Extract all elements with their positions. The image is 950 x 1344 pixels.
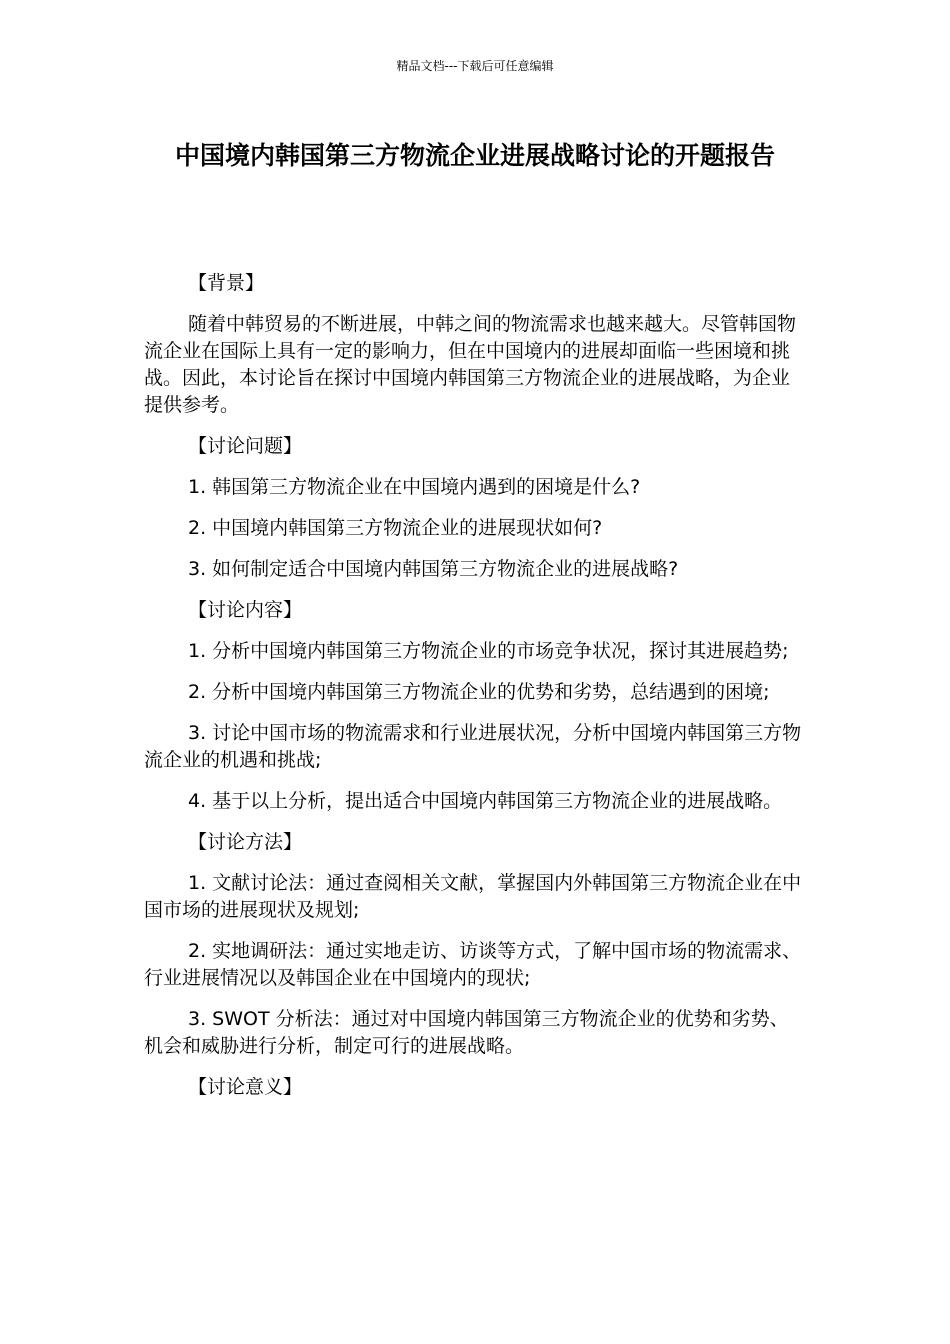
section-heading-background: 【背景】: [188, 272, 265, 294]
content-item-4: 4. 基于以上分析，提出适合中国境内韩国第三方物流企业的进展战略。: [188, 790, 783, 812]
question-item-3: 3. 如何制定适合中国境内韩国第三方物流企业的进展战略?: [188, 558, 679, 580]
section-heading-content: 【讨论内容】: [188, 599, 303, 621]
background-paragraph: 随着中韩贸易的不断进展，中韩之间的物流需求也越来越大。尽管韩国物流企业在国际上具有一定的影响力，但在中国境内的进展却面临一些困境和挑战。因此，本讨论旨在探讨中国境内韩国第三方物流企业的进展战略，为企业提供参考。: [144, 313, 797, 416]
content-item-1: 1. 分析中国境内韩国第三方物流企业的市场竞争状况，探讨其进展趋势;: [188, 640, 789, 662]
document-title: 中国境内韩国第三方物流企业进展战略讨论的开题报告: [174, 141, 775, 170]
section-heading-methods: 【讨论方法】: [188, 831, 303, 853]
question-item-1: 1. 韩国第三方物流企业在中国境内遇到的困境是什么?: [188, 476, 641, 498]
method-item-3: 3. SWOT 分析法：通过对中国境内韩国第三方物流企业的优势和劣势、机会和威胁进行分析，制定可行的进展战略。: [144, 1008, 789, 1057]
section-heading-questions: 【讨论问题】: [188, 435, 303, 457]
document-body: [144, 270, 804, 1115]
content-item-2: 2. 分析中国境内韩国第三方物流企业的优势和劣势，总结遇到的困境;: [188, 681, 770, 703]
method-item-1: 1. 文献讨论法：通过查阅相关文献，掌握国内外韩国第三方物流企业在中国市场的进展现状及规划;: [144, 872, 802, 921]
question-item-2: 2. 中国境内韩国第三方物流企业的进展现状如何?: [188, 517, 603, 539]
section-heading-significance: 【讨论意义】: [188, 1076, 303, 1098]
method-item-2: 2. 实地调研法：通过实地走访、访谈等方式，了解中国市场的物流需求、行业进展情况以及韩国企业在中国境内的现状;: [144, 940, 802, 989]
content-item-3: 3. 讨论中国市场的物流需求和行业进展状况，分析中国境内韩国第三方物流企业的机遇和挑战;: [144, 722, 802, 771]
page-header-note: 精品文档---下载后可任意编辑: [396, 59, 554, 73]
